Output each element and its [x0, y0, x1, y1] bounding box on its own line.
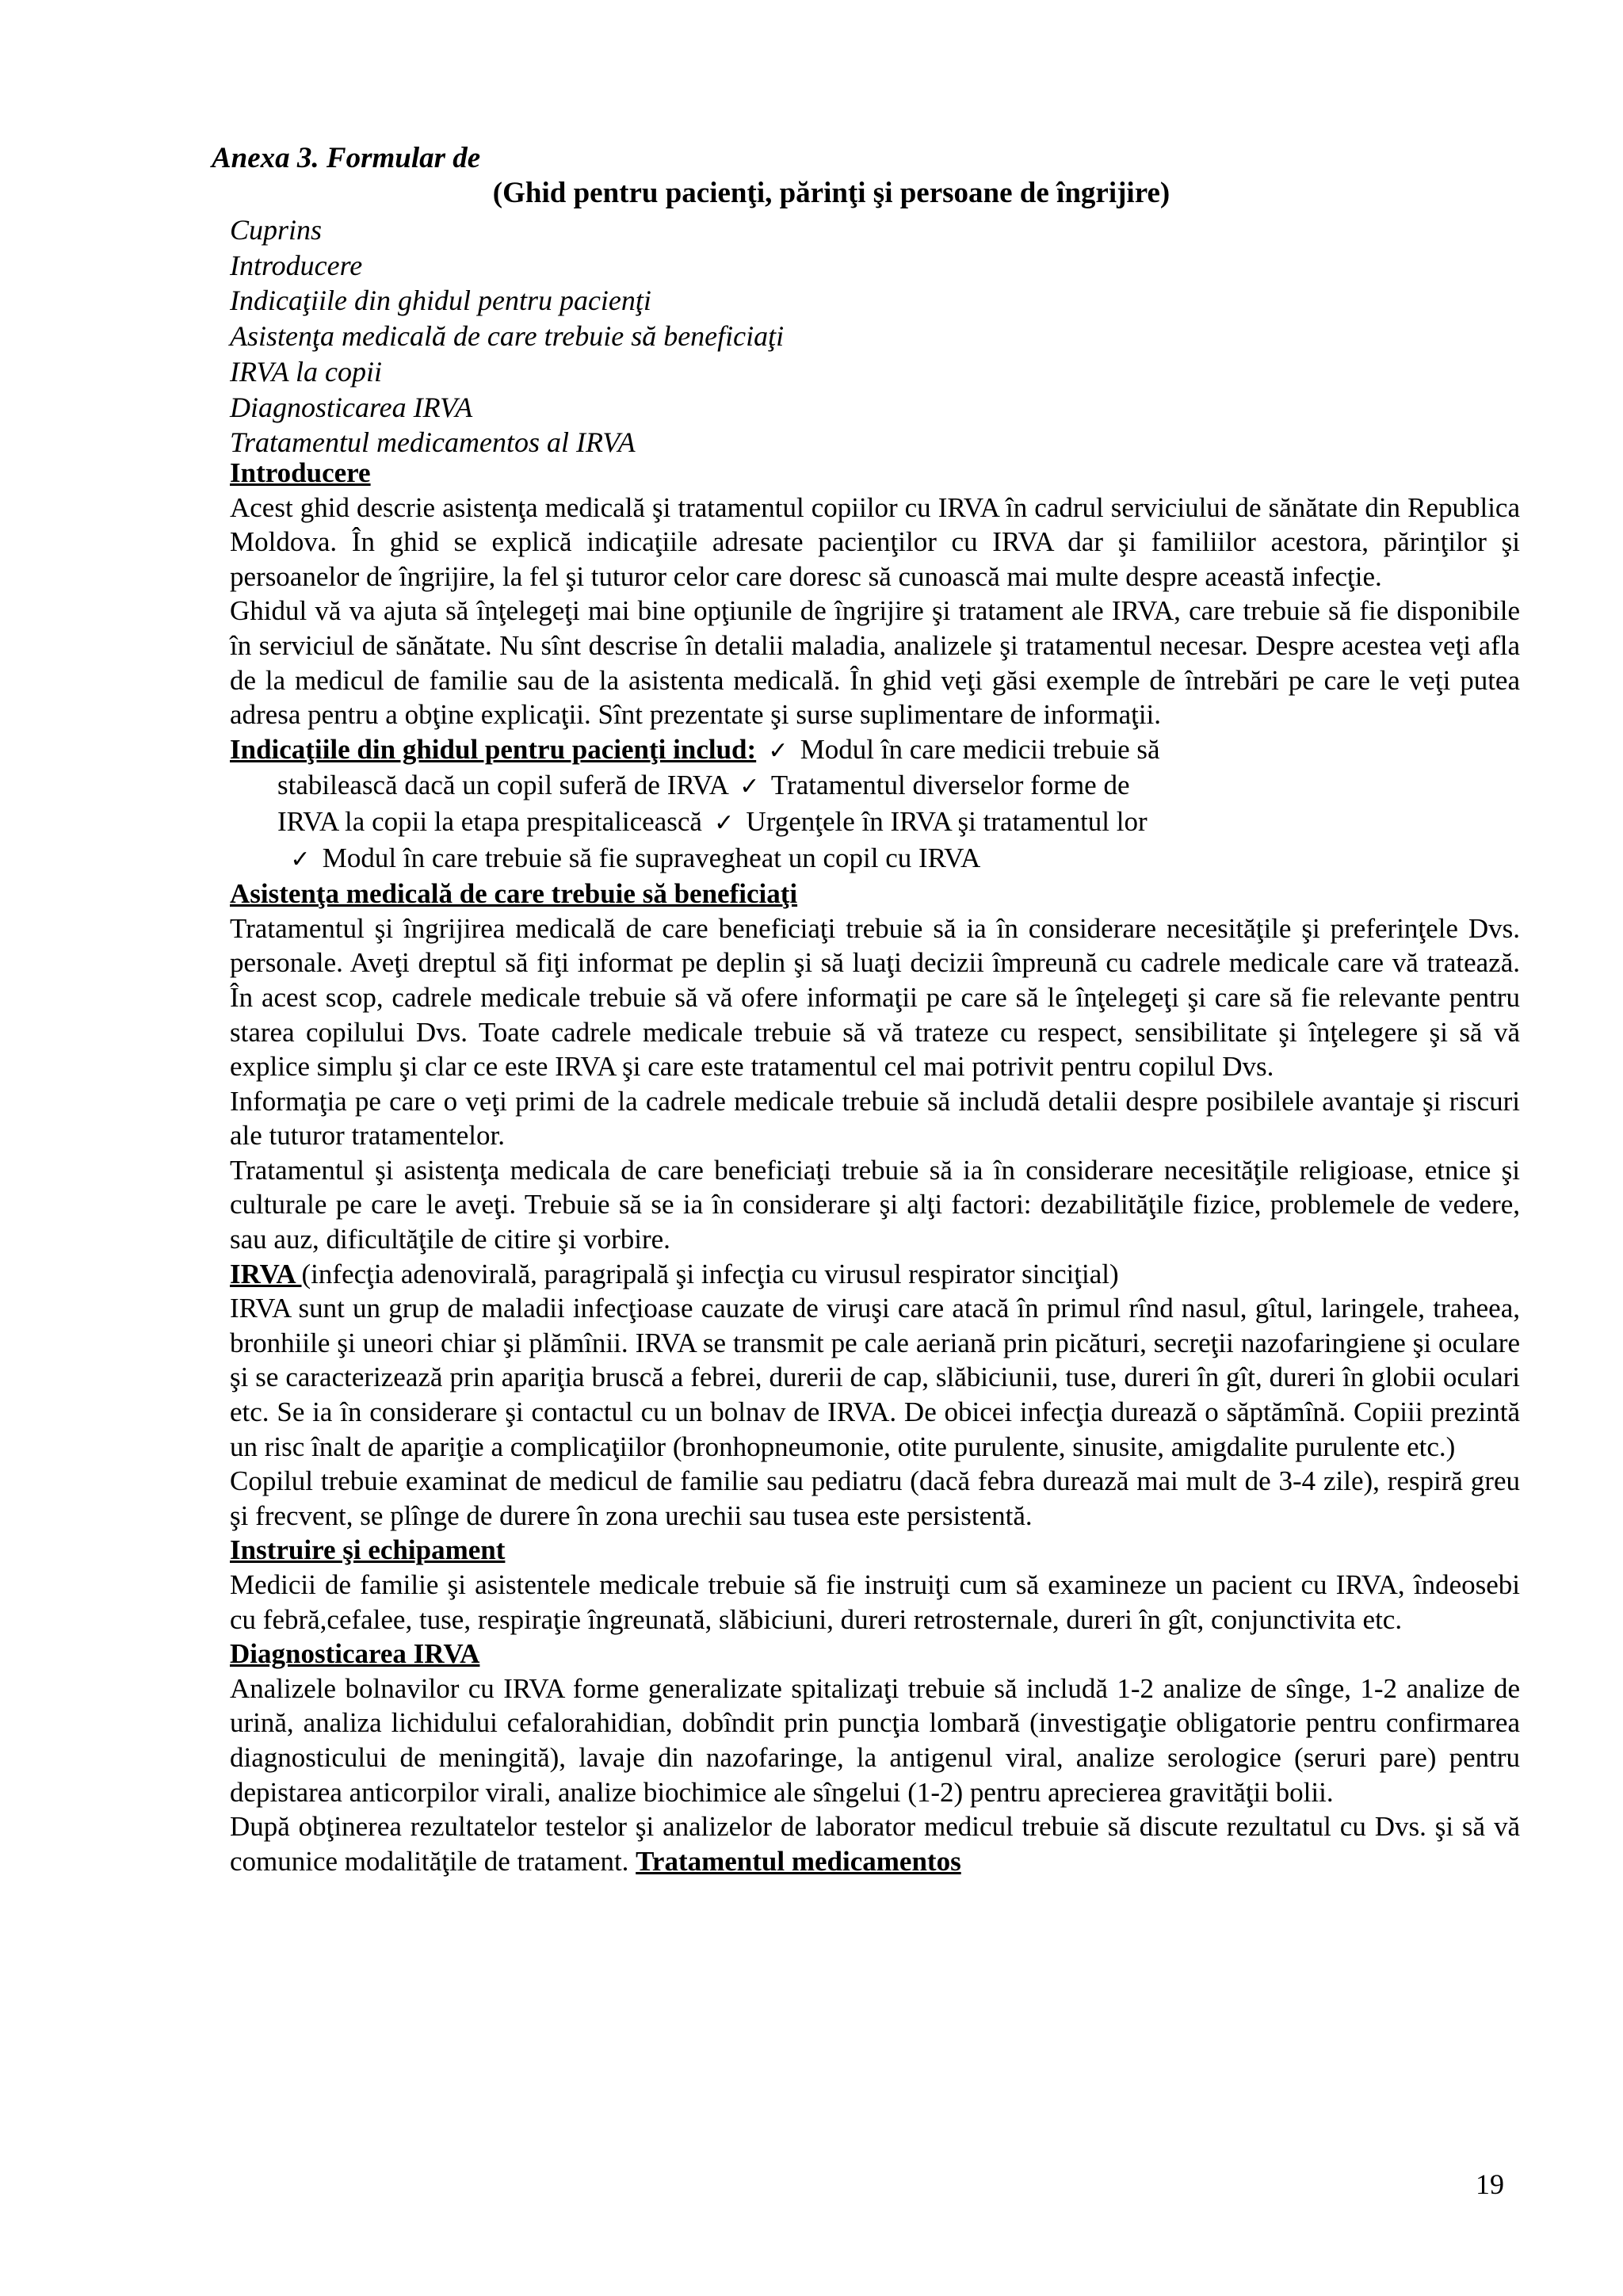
- toc-item: Introducere: [230, 249, 363, 281]
- checkmark-icon: ✓: [714, 808, 735, 837]
- indications-line-3: [230, 804, 1520, 841]
- indication-text: stabilească dacă un copil suferă de IRVA: [277, 770, 728, 801]
- checkmark-icon: ✓: [739, 773, 760, 801]
- section-heading-indications: Indicaţiile din ghidul pentru pacienţi includ:: [230, 733, 757, 765]
- indications-line-4: [230, 841, 1520, 877]
- section-heading-treatment: Tratamentul medicamentos: [636, 1845, 961, 1877]
- training-paragraph: Medicii de familie şi asistentele medicale trebuie să fie instruiţi cum să examineze un pacient cu IRVA, îndeosebi cu febră,cefalee, tuse, respiraţie îngreunată, slăbiciuni, dureri retrosternale, dureri în gît, conjunctivita etc.: [230, 1569, 1520, 1635]
- diagnosis-paragraph-1: Analizele bolnavilor cu IRVA forme generalizate spitalizaţi trebuie să includă 1-2 analize de sînge, 1-2 analize de urină, analiza lichidului cefalorahidian, dobîndit prin puncţia lombară (investigaţie obligatorie pentru confirmarea diagnosticului de meningită), lavaje din nazofaringe, la antigenul viral, analize serologice (seruri pare) pentru depistarea anticorpilor virali, analize biochimice ale sîngelui (1-2) pentru aprecierea gravităţii bolii.: [230, 1672, 1520, 1808]
- diagnosis-text: După obţinerea rezultatelor testelor şi analizelor de laborator medicul trebuie să discute rezultatul cu Dvs. şi să vă comunice modalităţile de tratament.: [230, 1811, 1520, 1877]
- toc-item: Cuprins: [230, 214, 323, 246]
- toc-item: Asistenţa medicală de care trebuie să beneficiaţi: [230, 320, 785, 353]
- care-paragraph-2: Informaţia pe care o veţi primi de la cadrele medicale trebuie să includă detalii despre posibilele avantaje şi riscuri ale tuturor tratamentelor.: [230, 1085, 1520, 1152]
- irva-heading-note: (infecţia adenovirală, paragripală şi infecţia cu virusul respirator sinciţial): [301, 1258, 1119, 1289]
- indications-line-1: [230, 732, 1520, 769]
- irva-paragraph-2: Copilul trebuie examinat de medicul de familie sau pediatru (dacă febra durează mai mult de 3-4 zile), respiră greu şi frecvent, se plînge de durere în zona urechii sau tusea este persistentă.: [230, 1465, 1520, 1531]
- checkmark-icon: ✓: [768, 736, 789, 765]
- section-heading-irva: IRVA: [230, 1258, 302, 1289]
- irva-heading-line: [230, 1257, 1520, 1292]
- document-body: [230, 456, 1520, 1878]
- guide-subtitle: (Ghid pentru pacienţi, părinţi şi persoane de îngrijire): [492, 177, 1170, 209]
- indications-line-2: [230, 768, 1520, 804]
- toc-item: IRVA la copii: [230, 355, 382, 388]
- section-heading-care: Asistenţa medicală de care trebuie să beneficiaţi: [230, 878, 798, 910]
- section-heading-diagnosis: Diagnosticarea IRVA: [230, 1638, 480, 1670]
- irva-paragraph-1: IRVA sunt un grup de maladii infecţioase cauzate de viruşi care atacă în primul rînd nasul, gîtul, laringele, traheea, bronhiile şi uneori chiar şi plămînii. IRVA se transmit pe cale aeriană prin picături, secreţii nazofaringiene şi oculare şi se caracterizează prin apariţia bruscă a febrei, durerii de cap, slăbiciunii, tuse, dureri în gît, dureri în globii oculari etc. Se ia în considerare şi contactul cu un bolnav de IRVA. De obicei infecţia durează o săptămînă. Copiii prezintă un risc înalt de apariţie a complicaţiilor (bronhopneumonie, otite purulente, sinusite, amigdalite purulente etc.): [230, 1293, 1520, 1462]
- indication-text: Modul în care medicii trebuie să: [800, 733, 1160, 765]
- indication-text: IRVA la copii la etapa prespitalicească: [277, 805, 702, 837]
- diagnosis-paragraph-2: [230, 1809, 1520, 1878]
- table-of-contents: [230, 212, 784, 460]
- intro-paragraph-1: Acest ghid descrie asistenţa medicală şi tratamentul copiilor cu IRVA în cadrul serviciului de sănătate din Republica Moldova. În ghid se explică indicaţiile adresate pacienţilor cu IRVA dar şi familiilor acestora, părinţilor şi persoanelor de îngrijire, la fel şi tuturor celor care doresc să cunoască mai multe despre această infecţie.: [230, 491, 1520, 592]
- toc-item: Diagnosticarea IRVA: [230, 391, 473, 423]
- indication-text: Modul în care trebuie să fie supravegheat un copil cu IRVA: [322, 842, 981, 873]
- checkmark-icon: ✓: [290, 845, 311, 873]
- toc-item: Tratamentul medicamentos al IRVA: [230, 426, 636, 459]
- page-number: 19: [1476, 2168, 1504, 2200]
- indication-text: Tratamentul diverselor forme de: [770, 770, 1130, 801]
- toc-item: Indicaţiile din ghidul pentru pacienţi: [230, 285, 651, 317]
- intro-paragraph-2: Ghidul vă va ajuta să înţelegeţi mai bine opţiunile de îngrijire şi tratament ale IRVA, care trebuie să fie disponibile în serviciul de sănătate. Nu sînt descrise în detalii maladia, analizele şi tratamentul necesar. Despre acestea veţi afla de la medicul de familie sau de la asistenta medicală. În ghid veţi găsi exemple de întrebări pe care le veţi putea adresa pentru a obţine explicaţii. Sînt prezentate şi surse suplimentare de informaţii.: [230, 595, 1520, 731]
- care-paragraph-3: Tratamentul şi asistenţa medicala de care beneficiaţi trebuie să ia în considerare necesităţile religioase, etnice şi culturale pe care le aveţi. Trebuie să se ia în considerare şi alţi factori: dezabilităţile fizice, problemele de vedere, sau auz, dificultăţile de citire şi vorbire.: [230, 1154, 1520, 1255]
- section-heading-intro: Introducere: [230, 457, 371, 488]
- section-heading-training: Instruire şi echipament: [230, 1534, 506, 1566]
- care-paragraph-1: Tratamentul şi îngrijirea medicală de care beneficiaţi trebuie să ia în considerare necesităţile şi preferinţele Dvs. personale. Aveţi dreptul să fiţi informat pe deplin şi să luaţi decizii împreună cu cadrele medicale care vă tratează. În acest scop, cadrele medicale trebuie să vă ofere informaţii pe care să le înţelegeţi şi care să fie relevante pentru starea copilului Dvs. Toate cadrele medicale trebuie să vă trateze cu respect, sensibilitate şi înţelegere şi să vă explice simplu şi clar ce este IRVA şi care este tratamentul cel mai potrivit pentru copilul Dvs.: [230, 912, 1520, 1083]
- indication-text: Urgenţele în IRVA şi tratamentul lor: [746, 805, 1148, 837]
- annex-title: Anexa 3. Formular de: [212, 142, 481, 174]
